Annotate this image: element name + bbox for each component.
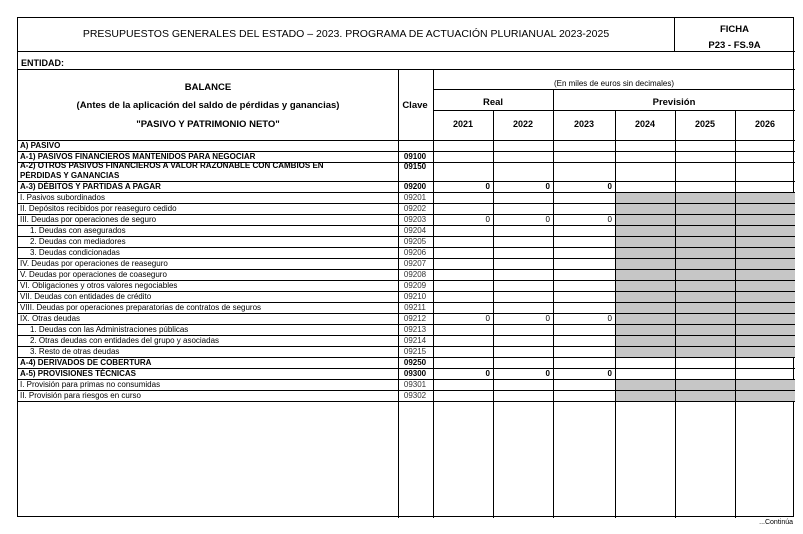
value-cell[interactable]: 0 xyxy=(607,182,612,191)
grid-line xyxy=(18,280,795,281)
grid-line xyxy=(18,51,795,52)
row-code: 09209 xyxy=(403,281,427,290)
row-label: II. Provisión para riesgos en curso xyxy=(20,391,141,400)
table-row xyxy=(18,313,795,324)
grid-line xyxy=(18,269,795,270)
value-cell[interactable]: 0 xyxy=(545,369,550,378)
row-label: III. Deudas por operaciones de seguro xyxy=(20,215,157,224)
row-label: A-2) OTROS PASIVOS FINANCIEROS A VALOR RAZONABLE CON CAMBIOS EN xyxy=(20,161,324,170)
grid-line xyxy=(493,110,494,518)
value-cell[interactable]: 0 xyxy=(545,215,550,224)
form-sheet xyxy=(17,17,794,517)
row-code: 09212 xyxy=(403,314,427,323)
document-title: PRESUPUESTOS GENERALES DEL ESTADO – 2023. PROGRAMA DE ACTUACIÓN PLURIANUAL 2023-2025 xyxy=(82,28,610,40)
value-cell[interactable]: 0 xyxy=(607,369,612,378)
row-code: 09214 xyxy=(403,336,427,345)
grid-line xyxy=(18,390,795,391)
grid-line xyxy=(18,69,795,70)
row-code: 09150 xyxy=(403,162,427,171)
table-row xyxy=(18,247,795,258)
grid-line xyxy=(18,203,795,204)
grid-line xyxy=(18,335,795,336)
row-label: A-3) DÉBITOS Y PARTIDAS A PAGAR xyxy=(20,182,161,191)
grid-line xyxy=(433,69,434,518)
table-row xyxy=(18,302,795,313)
grid-line xyxy=(18,313,795,314)
row-label: 3. Resto de otras deudas xyxy=(30,347,120,356)
row-label: IX. Otras deudas xyxy=(20,314,81,323)
table-row xyxy=(18,291,795,302)
row-code: 09200 xyxy=(403,182,427,191)
grid-line xyxy=(18,368,795,369)
ficha-code: P23 - FS.9A xyxy=(708,40,761,51)
table-row xyxy=(18,335,795,346)
value-cell[interactable]: 0 xyxy=(545,314,550,323)
row-code: 09201 xyxy=(403,193,427,202)
row-label: 2. Otras deudas con entidades del grupo y asociadas xyxy=(30,336,220,345)
row-code: 09206 xyxy=(403,248,427,257)
table-row xyxy=(18,162,795,181)
row-label: I. Pasivos subordinados xyxy=(20,193,105,202)
grid-line xyxy=(18,302,795,303)
table-row xyxy=(18,225,795,236)
row-label-continuation: PÉRDIDAS Y GANANCIAS xyxy=(20,171,120,180)
value-cell[interactable]: 0 xyxy=(485,314,490,323)
row-code: 09301 xyxy=(403,380,427,389)
table-row xyxy=(18,258,795,269)
row-code: 09210 xyxy=(403,292,427,301)
year-header-2025: 2025 xyxy=(694,119,716,129)
grid-line xyxy=(18,324,795,325)
table-row xyxy=(18,280,795,291)
row-label: VIII. Deudas por operaciones preparatorias de contratos de seguros xyxy=(20,303,262,312)
row-label: A-4) DERIVADOS DE COBERTURA xyxy=(20,358,152,367)
table-row xyxy=(18,192,795,203)
table-row xyxy=(18,368,795,379)
row-label: VI. Obligaciones y otros valores negociables xyxy=(20,281,178,290)
row-code: 09207 xyxy=(403,259,427,268)
grid-line xyxy=(18,192,795,193)
row-label: 1. Deudas con las Administraciones públicas xyxy=(30,325,189,334)
grid-line xyxy=(615,110,616,518)
table-row xyxy=(18,181,795,192)
year-header-2024: 2024 xyxy=(634,119,656,129)
value-cell[interactable]: 0 xyxy=(607,314,612,323)
grid-line xyxy=(433,110,795,111)
row-code: 09100 xyxy=(403,152,427,161)
row-label: 1. Deudas con asegurados xyxy=(30,226,126,235)
table-row xyxy=(18,357,795,368)
balance-heading: BALANCE xyxy=(184,82,232,93)
grid-line xyxy=(18,140,795,141)
year-header-2021: 2021 xyxy=(452,119,474,129)
ficha-label: FICHA xyxy=(719,24,750,35)
row-code: 09208 xyxy=(403,270,427,279)
grid-line xyxy=(18,247,795,248)
row-label: 2. Deudas con mediadores xyxy=(30,237,126,246)
grid-line xyxy=(18,162,795,163)
row-label: A-1) PASIVOS FINANCIEROS MANTENIDOS PARA NEGOCIAR xyxy=(20,152,256,161)
grid-line xyxy=(18,225,795,226)
value-cell[interactable]: 0 xyxy=(485,215,490,224)
row-code: 09202 xyxy=(403,204,427,213)
row-label: 3. Deudas condicionadas xyxy=(30,248,120,257)
table-row xyxy=(18,214,795,225)
table-row xyxy=(18,203,795,214)
grid-line xyxy=(18,357,795,358)
table-row xyxy=(18,390,795,401)
table-row xyxy=(18,379,795,390)
row-code: 09302 xyxy=(403,391,427,400)
grid-line xyxy=(553,89,554,518)
value-cell[interactable]: 0 xyxy=(485,369,490,378)
clave-header: Clave xyxy=(402,100,428,111)
row-code: 09204 xyxy=(403,226,427,235)
row-code: 09250 xyxy=(403,358,427,367)
grid-line xyxy=(18,291,795,292)
row-code: 09215 xyxy=(403,347,427,356)
grid-line xyxy=(675,110,676,518)
grid-line xyxy=(18,181,795,182)
row-label: V. Deudas por operaciones de coaseguro xyxy=(20,270,167,279)
grid-line xyxy=(398,69,399,518)
grid-line xyxy=(18,401,795,402)
value-cell[interactable]: 0 xyxy=(607,215,612,224)
row-code: 09205 xyxy=(403,237,427,246)
value-cell[interactable]: 0 xyxy=(545,182,550,191)
table-row xyxy=(18,236,795,247)
row-label: IV. Deudas por operaciones de reaseguro xyxy=(20,259,168,268)
year-header-2026: 2026 xyxy=(754,119,776,129)
table-row xyxy=(18,346,795,357)
units-note: (En miles de euros sin decimales) xyxy=(553,79,675,88)
table-row xyxy=(18,269,795,280)
row-code: 09213 xyxy=(403,325,427,334)
grid-line xyxy=(18,214,795,215)
continua-note: ...Continúa xyxy=(759,519,793,526)
row-label: A-5) PROVISIONES TÉCNICAS xyxy=(20,369,137,378)
prevision-header: Previsión xyxy=(652,97,696,108)
table-row xyxy=(18,324,795,335)
grid-line xyxy=(18,258,795,259)
value-cell[interactable]: 0 xyxy=(485,182,490,191)
grid-line xyxy=(18,379,795,380)
row-label: A) PASIVO xyxy=(20,141,61,150)
real-header: Real xyxy=(482,97,504,108)
year-header-2023: 2023 xyxy=(573,119,595,129)
balance-subtitle: (Antes de la aplicación del saldo de pérdidas y ganancias) xyxy=(76,100,340,111)
row-label: I. Provisión para primas no consumidas xyxy=(20,380,161,389)
row-label: II. Depósitos recibidos por reaseguro cedido xyxy=(20,204,177,213)
year-header-2022: 2022 xyxy=(512,119,534,129)
grid-line xyxy=(18,346,795,347)
grid-line xyxy=(674,18,675,51)
table-row xyxy=(18,140,795,151)
grid-line xyxy=(735,110,736,518)
row-code: 09300 xyxy=(403,369,427,378)
row-label: VII. Deudas con entidades de crédito xyxy=(20,292,152,301)
row-code: 09203 xyxy=(403,215,427,224)
grid-line xyxy=(18,151,795,152)
grid-line xyxy=(433,89,795,90)
grid-line xyxy=(18,236,795,237)
row-code: 09211 xyxy=(404,303,426,312)
section-heading: "PASIVO Y PATRIMONIO NETO" xyxy=(136,119,280,130)
entidad-label: ENTIDAD: xyxy=(21,58,64,68)
